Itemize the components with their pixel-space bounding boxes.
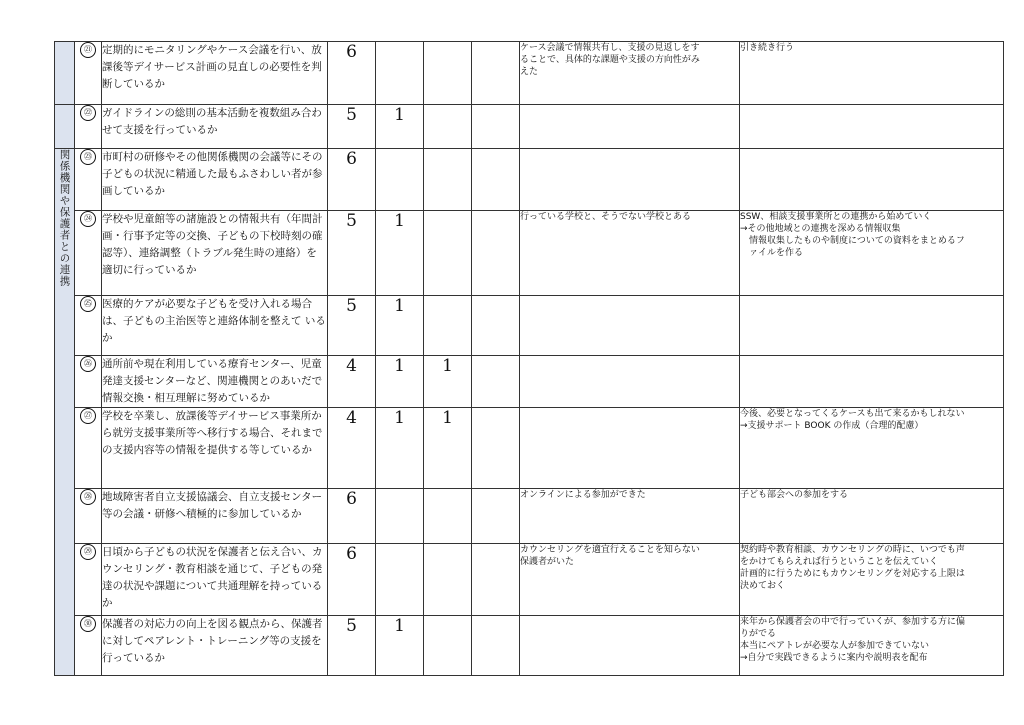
score-unknown <box>472 149 520 211</box>
note-line: オンラインによる参加ができた <box>520 490 646 500</box>
improvement-cell <box>740 544 1004 616</box>
row-number: ㉒ <box>80 105 96 121</box>
score-partial: 1 <box>376 356 424 408</box>
score-no <box>424 42 472 105</box>
category-label: 関係機関や保護者との連携 <box>58 149 71 287</box>
improvement-cell <box>740 408 1004 489</box>
row-number: ㉘ <box>80 489 96 505</box>
score-unknown <box>472 408 520 489</box>
improvement-cell <box>740 149 1004 211</box>
improvement-cell <box>740 211 1004 296</box>
comment-cell <box>520 408 740 489</box>
comment-cell <box>520 489 740 544</box>
note-line: りがでる <box>740 629 777 639</box>
score-yes: 5 <box>328 105 376 149</box>
score-unknown <box>472 616 520 676</box>
improvement-cell <box>740 489 1004 544</box>
improvement-cell <box>740 42 1004 105</box>
note-line: ァイルを作る <box>740 248 804 258</box>
note-line: ケース会議で情報共有し、支援の見返しをす <box>520 43 700 53</box>
score-unknown <box>472 296 520 356</box>
note-line: 計画的に行うためにもカウンセリングを対応する上限は <box>740 569 965 579</box>
item-text: 学校を卒業し、放課後等デイサービス事業所から就労支援事業所等へ移行する場合、それまでの支援内容等の情報を提供する等しているか <box>102 408 328 489</box>
table-row <box>55 211 1004 296</box>
score-yes: 4 <box>328 356 376 408</box>
note-line: えた <box>520 67 539 77</box>
note-line: 今後、必要となってくるケースも出て来るかもしれない <box>740 409 965 419</box>
note-line: 引き続き行う <box>740 43 795 53</box>
table-row <box>55 616 1004 676</box>
note-line: 行っている学校と、そうでない学校とある <box>520 212 692 222</box>
score-partial <box>376 149 424 211</box>
comment-cell <box>520 42 740 105</box>
score-yes: 5 <box>328 211 376 296</box>
note-line: 情報収集したものや制度についての資料をまとめるフ <box>740 236 965 246</box>
score-partial: 1 <box>376 211 424 296</box>
score-yes: 6 <box>328 42 376 105</box>
score-yes: 6 <box>328 149 376 211</box>
row-number: ㉙ <box>80 544 96 560</box>
improvement-cell <box>740 105 1004 149</box>
item-text: 市町村の研修やその他関係機関の会議等にその子どもの状況に精通した最もふさわしい者が参画しているか <box>102 149 328 211</box>
table-row <box>55 105 1004 149</box>
row-number-cell <box>75 42 102 105</box>
note-line: をかけてもらえれば行うということを伝えていく <box>740 557 939 567</box>
note-line: 本当にペアトレが必要な人が参加できていない <box>740 641 930 651</box>
item-text: 保護者の対応力の向上を図る観点から、保護者に対してペアレント・トレーニング等の支援を行っているか <box>102 616 328 676</box>
score-unknown <box>472 105 520 149</box>
row-number-cell <box>75 408 102 489</box>
table-row <box>55 296 1004 356</box>
score-partial <box>376 42 424 105</box>
row-number: ㉑ <box>80 42 96 58</box>
score-no <box>424 616 472 676</box>
table-row <box>55 149 1004 211</box>
score-unknown <box>472 42 520 105</box>
comment-cell <box>520 105 740 149</box>
item-text: 定期的にモニタリングやケース会議を行い、放課後等デイサービス計画の見直しの必要性を判断しているか <box>102 42 328 105</box>
comment-cell <box>520 356 740 408</box>
table-row <box>55 356 1004 408</box>
score-partial: 1 <box>376 105 424 149</box>
table-row <box>55 489 1004 544</box>
comment-cell <box>520 296 740 356</box>
row-number-cell <box>75 149 102 211</box>
row-number-cell <box>75 105 102 149</box>
improvement-cell <box>740 296 1004 356</box>
score-no <box>424 544 472 616</box>
comment-cell <box>520 544 740 616</box>
note-line: →支援サポート BOOK の作成（合理的配慮） <box>740 421 924 431</box>
score-no: 1 <box>424 408 472 489</box>
score-partial: 1 <box>376 616 424 676</box>
evaluation-table <box>54 41 1004 676</box>
score-no: 1 <box>424 356 472 408</box>
score-partial: 1 <box>376 296 424 356</box>
score-yes: 6 <box>328 489 376 544</box>
comment-cell <box>520 211 740 296</box>
note-line: 来年から保護者会の中で行っていくが、参加する方に偏 <box>740 617 966 627</box>
item-text: 学校や児童館等の諸施設との情報共有（年間計画・行事予定等の交換、子どもの下校時刻の確認等）、連絡調整（トラブル発生時の連絡）を適切に行っているか <box>102 211 328 296</box>
score-no <box>424 211 472 296</box>
row-number-cell <box>75 211 102 296</box>
score-unknown <box>472 489 520 544</box>
note-line: →自分で実践できるように案内や説明表を配布 <box>740 653 928 663</box>
score-yes: 6 <box>328 544 376 616</box>
table-row <box>55 544 1004 616</box>
comment-cell <box>520 616 740 676</box>
item-text: 医療的ケアが必要な子どもを受け入れる場合は、子どもの主治医等と連絡体制を整えて いるか <box>102 296 328 356</box>
note-line: 子ども部会への参加をする <box>740 490 849 500</box>
note-line: →その他地域との連携を深める情報収集 <box>740 224 901 234</box>
item-text: 地域障害者自立支援協議会、自立支援センター等の会議・研修へ積極的に参加しているか <box>102 489 328 544</box>
score-partial: 1 <box>376 408 424 489</box>
score-no <box>424 105 472 149</box>
row-number: ㉚ <box>80 616 96 632</box>
improvement-cell <box>740 356 1004 408</box>
row-number-cell <box>75 356 102 408</box>
score-no <box>424 489 472 544</box>
note-line: 保護者がいた <box>520 557 575 567</box>
item-text: 日頃から子どもの状況を保護者と伝え合い、カウンセリング・教育相談を通じて、子どもの発達の状況や課題について共通理解を持っているか <box>102 544 328 616</box>
note-line: SSW、相談支援事業所との連携から始めていく <box>740 212 932 222</box>
row-number: ㉔ <box>80 211 96 227</box>
note-line: 決めておく <box>740 581 786 591</box>
note-line: カウンセリングを適宜行えることを知らない <box>520 545 700 555</box>
row-number-cell <box>75 616 102 676</box>
table-row <box>55 408 1004 489</box>
row-number-cell <box>75 544 102 616</box>
row-number: ㉕ <box>80 296 96 312</box>
row-number: ㉖ <box>80 356 96 372</box>
category-cell-top <box>55 42 75 105</box>
row-number: ㉓ <box>80 149 96 165</box>
row-number-cell <box>75 296 102 356</box>
table-row <box>55 42 1004 105</box>
category-cell-top <box>55 105 75 149</box>
score-unknown <box>472 544 520 616</box>
note-line: ることで、具体的な課題や支援の方向性がみ <box>520 55 700 65</box>
item-text: 通所前や現在利用している療育センター、児童発達支援センターなど、関連機関とのあいだで情報交換・相互理解に努めているか <box>102 356 328 408</box>
comment-cell <box>520 149 740 211</box>
score-partial <box>376 544 424 616</box>
score-yes: 4 <box>328 408 376 489</box>
score-yes: 5 <box>328 616 376 676</box>
note-line: 契約時や教育相談、カウンセリングの時に、いつでも声 <box>740 545 965 555</box>
item-text: ガイドラインの総則の基本活動を複数組み合わせて支援を行っているか <box>102 105 328 149</box>
score-unknown <box>472 356 520 408</box>
score-unknown <box>472 211 520 296</box>
score-yes: 5 <box>328 296 376 356</box>
score-partial <box>376 489 424 544</box>
score-no <box>424 149 472 211</box>
table-body <box>55 42 1004 676</box>
row-number: ㉗ <box>80 408 96 424</box>
improvement-cell <box>740 616 1004 676</box>
score-no <box>424 296 472 356</box>
category-cell <box>55 149 75 676</box>
row-number-cell <box>75 489 102 544</box>
